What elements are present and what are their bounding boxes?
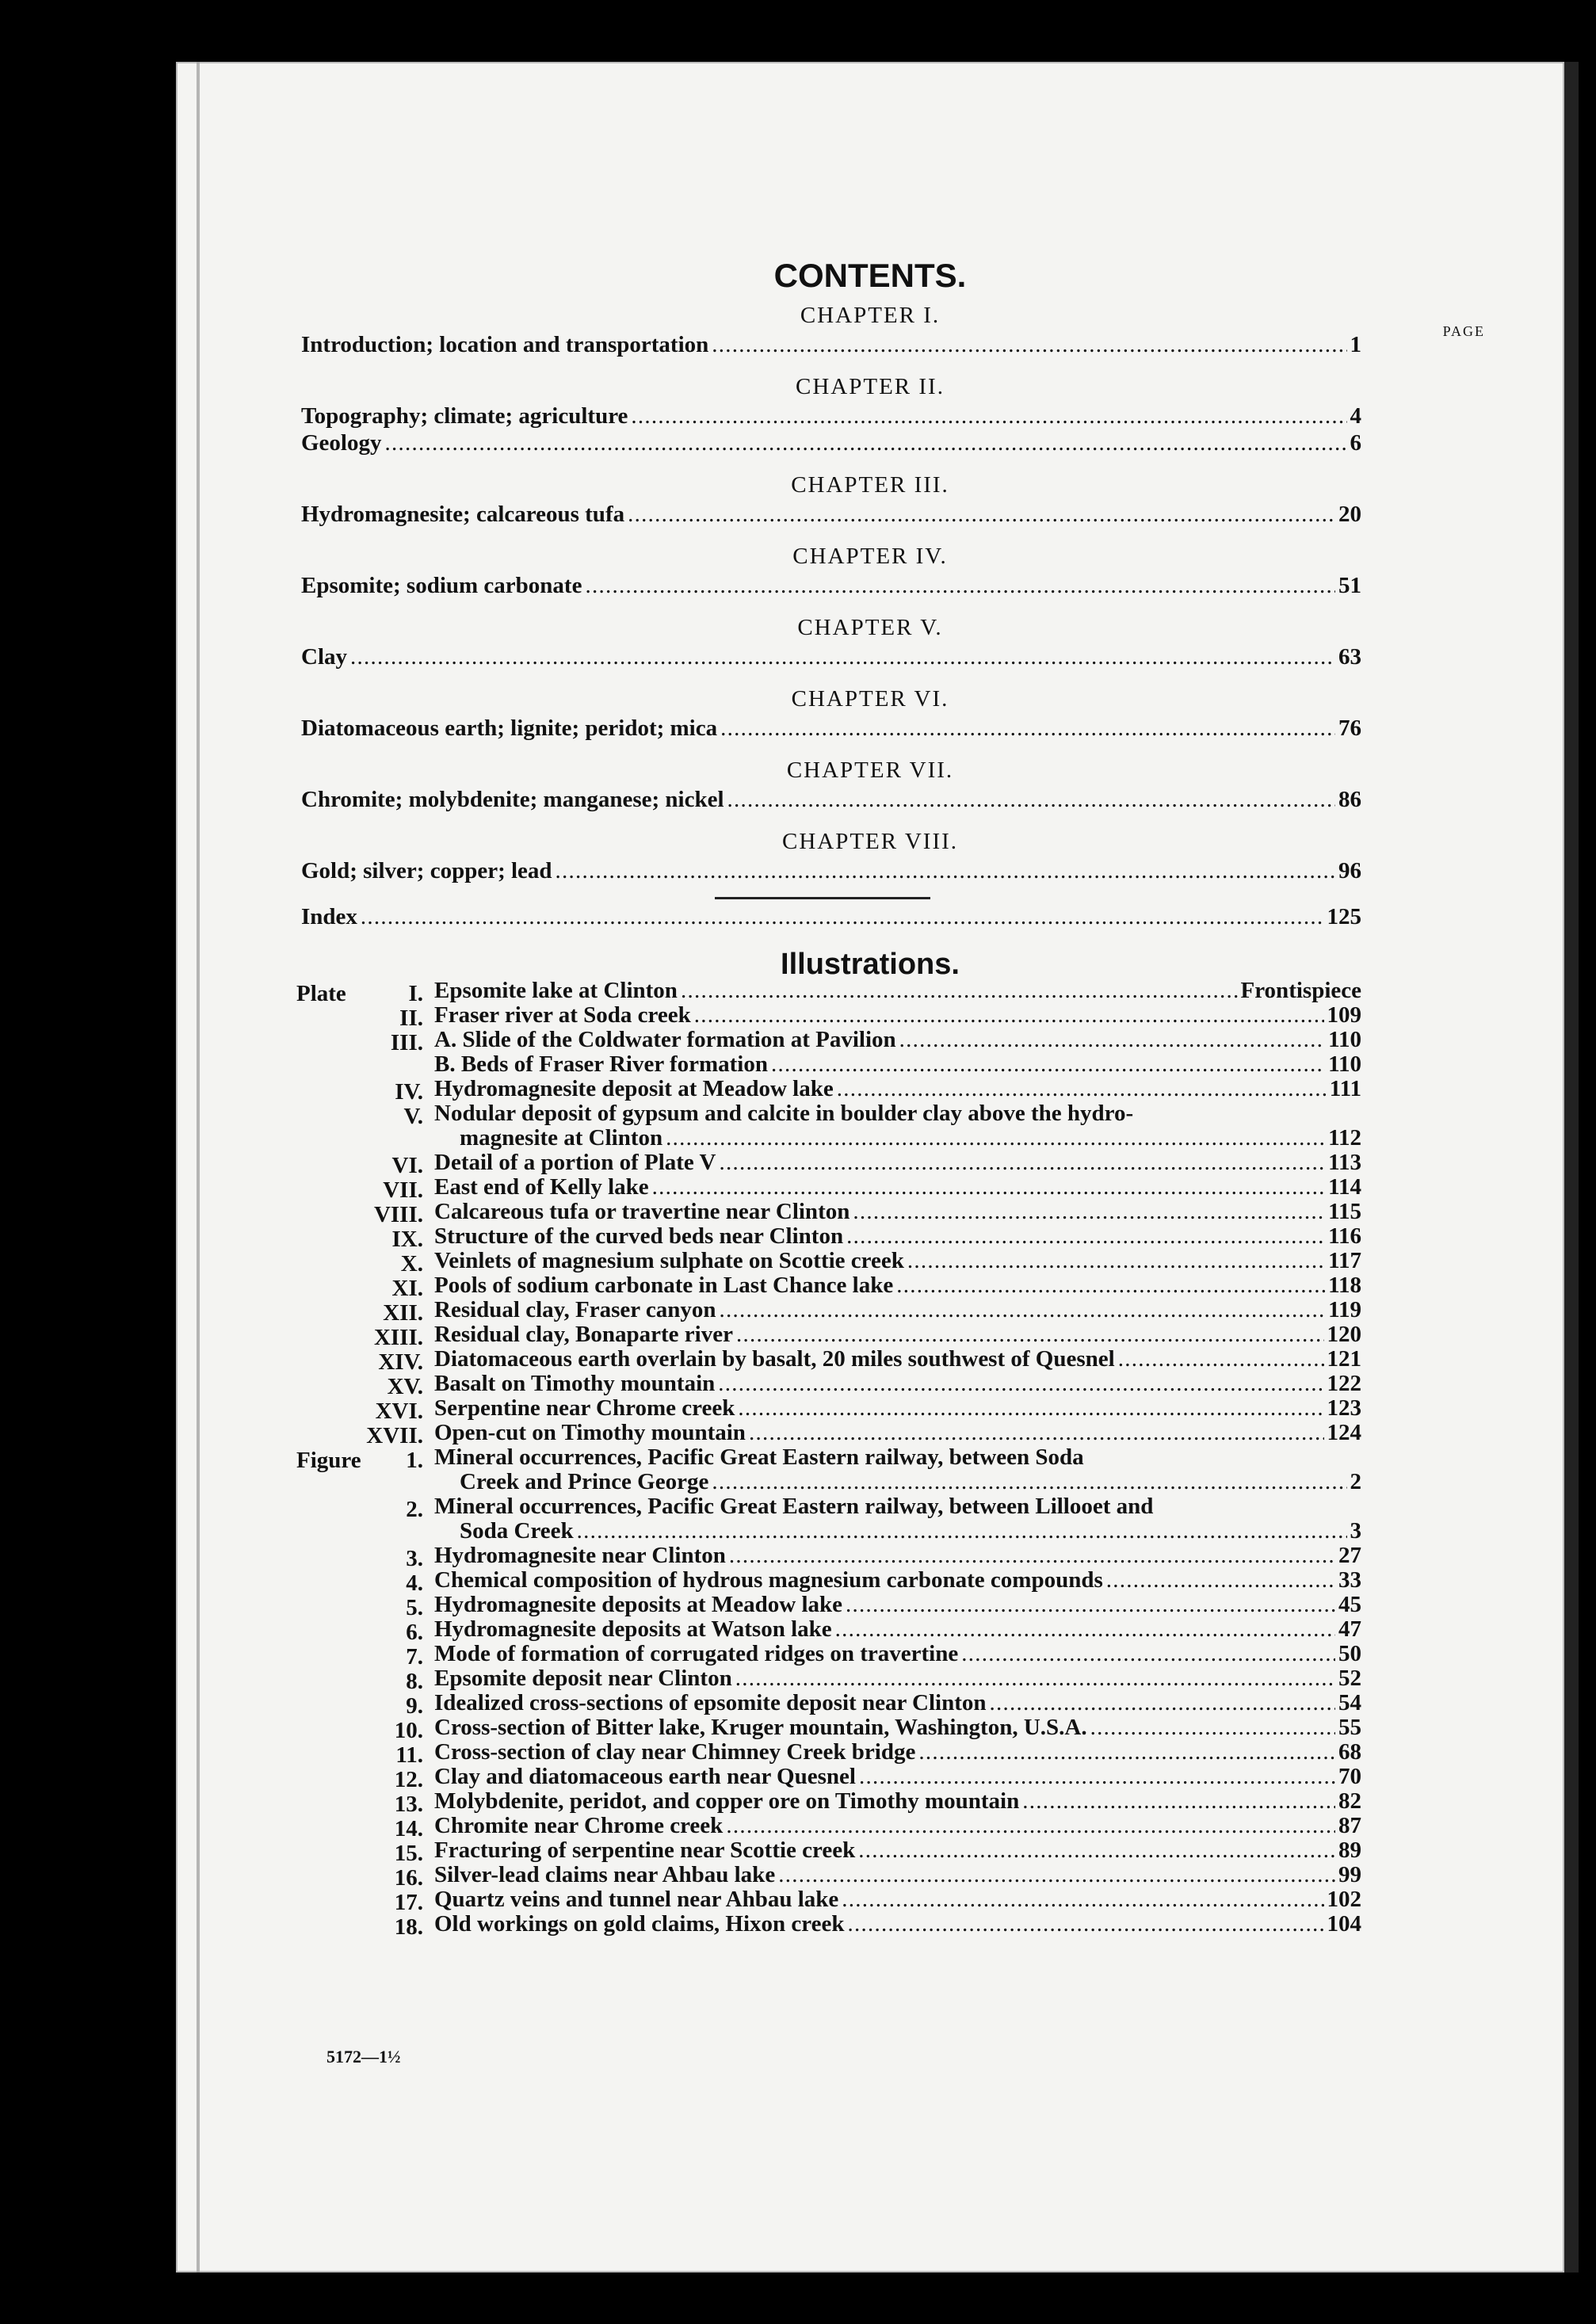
plate-entry — [434, 1004, 1361, 1028]
leader-dots — [361, 904, 1324, 930]
entry-page: 117 — [1328, 1248, 1361, 1273]
figure-number: 5. — [406, 1595, 423, 1620]
leader-dots — [749, 1420, 1324, 1446]
entry-caption: Clay and diatomaceous earth near Quesnel — [434, 1764, 856, 1789]
leader-dots — [837, 1076, 1327, 1102]
toc-entry-page: 1 — [1350, 332, 1361, 357]
figure-entry — [434, 1495, 1361, 1520]
toc-entry-label: Introduction; location and transportation — [301, 332, 709, 357]
entry-page: 121 — [1327, 1346, 1361, 1372]
plate-entry — [434, 1372, 1361, 1397]
figure-entry — [434, 1765, 1361, 1790]
entry-caption: Basalt on Timothy mountain — [434, 1371, 716, 1396]
entry-page: 110 — [1328, 1051, 1361, 1077]
leader-dots — [846, 1592, 1335, 1618]
figure-number: 12. — [394, 1767, 423, 1792]
toc-entry-page: 63 — [1338, 644, 1361, 670]
page-column-header: PAGE — [1442, 323, 1485, 339]
entry-caption: Chromite near Chrome creek — [434, 1813, 724, 1838]
entry-page: 45 — [1338, 1592, 1361, 1617]
figure-entry — [434, 1544, 1361, 1569]
leader-dots — [1106, 1567, 1335, 1593]
figure-entry — [434, 1643, 1361, 1667]
figure-entry — [434, 1888, 1361, 1913]
leader-dots — [896, 1273, 1325, 1299]
entry-page: 102 — [1327, 1887, 1361, 1912]
leader-dots — [736, 1322, 1324, 1348]
leader-dots — [577, 1518, 1347, 1544]
contents-title: CONTENTS. — [773, 257, 967, 294]
entry-caption: Diatomaceous earth overlain by basalt, 20 miles southwest of Quesnel — [434, 1346, 1115, 1372]
entry-caption: Hydromagnesite near Clinton — [434, 1543, 726, 1568]
chapter-heading: CHAPTER VI. — [791, 686, 949, 712]
entry-page: 112 — [1328, 1125, 1361, 1151]
toc-entry-page: 86 — [1338, 787, 1361, 812]
entry-caption: Hydromagnesite deposits at Watson lake — [434, 1616, 832, 1642]
toc-entry-page: 96 — [1338, 858, 1361, 883]
leader-dots — [907, 1248, 1325, 1274]
figure-entry — [434, 1864, 1361, 1888]
plate-entry — [434, 1102, 1361, 1127]
figure-entry — [434, 1815, 1361, 1839]
toc-entry-label: Epsomite; sodium carbonate — [301, 573, 582, 598]
leader-dots — [719, 1150, 1325, 1176]
figure-entry — [434, 1692, 1361, 1716]
chapter-heading: CHAPTER VIII. — [781, 829, 959, 854]
plate-entry — [434, 1078, 1361, 1102]
entry-page: 115 — [1328, 1199, 1361, 1224]
plate-number: XVII. — [366, 1423, 423, 1448]
page-edge-shadow — [1564, 62, 1579, 2272]
leader-dots — [585, 573, 1335, 599]
figure-number: 3. — [406, 1546, 423, 1571]
leader-dots — [918, 1739, 1335, 1765]
toc-entry-label: Topography; climate; agriculture — [301, 403, 628, 429]
entry-caption: Detail of a portion of Plate V — [434, 1150, 716, 1175]
plate-number: VI. — [391, 1153, 423, 1178]
toc-entry — [301, 715, 1361, 742]
entry-caption: B. Beds of Fraser River formation — [434, 1051, 768, 1077]
figure-entry — [434, 1569, 1361, 1593]
leader-dots — [1118, 1346, 1324, 1372]
toc-entry-label: Chromite; molybdenite; manganese; nickel — [301, 787, 724, 812]
entry-caption: Old workings on gold claims, Hixon creek — [434, 1911, 845, 1937]
figure-entry — [434, 1618, 1361, 1643]
toc-entry — [301, 857, 1361, 884]
plate-entry — [434, 1053, 1361, 1078]
entry-caption: Cross-section of Bitter lake, Kruger mountain, Washington, U.S.A. — [434, 1715, 1087, 1740]
entry-page: 116 — [1328, 1223, 1361, 1249]
entry-page: 89 — [1338, 1837, 1361, 1863]
toc-entry — [301, 786, 1361, 813]
entry-page: 99 — [1338, 1862, 1361, 1887]
figure-number: 4. — [406, 1570, 423, 1596]
entry-page: 68 — [1338, 1739, 1361, 1765]
figure-number: 7. — [406, 1644, 423, 1670]
plate-entry — [434, 1323, 1361, 1348]
entry-page: 52 — [1338, 1666, 1361, 1691]
figure-number: 17. — [394, 1890, 423, 1915]
plate-entry — [434, 979, 1361, 1004]
leader-dots — [738, 1395, 1323, 1421]
figure-number: 15. — [394, 1841, 423, 1866]
toc-entry-page: 125 — [1327, 904, 1361, 929]
entry-page: 82 — [1338, 1788, 1361, 1814]
plate-category-label: Plate — [296, 981, 346, 1006]
toc-entry-label: Gold; silver; copper; lead — [301, 858, 552, 883]
toc-entry-label: Index — [301, 904, 357, 929]
plate-number: XII. — [383, 1300, 423, 1326]
entry-page: 2 — [1350, 1469, 1361, 1494]
entry-continuation — [460, 1520, 1361, 1544]
figure-entry — [434, 1716, 1361, 1741]
entry-page: 104 — [1327, 1911, 1361, 1937]
chapter-heading: CHAPTER VII. — [786, 757, 954, 783]
plate-entry — [434, 1176, 1361, 1200]
toc-entry — [301, 643, 1361, 670]
entry-caption: Silver-lead claims near Ahbau lake — [434, 1862, 776, 1887]
plate-entry — [434, 1299, 1361, 1323]
entry-page: 114 — [1328, 1174, 1361, 1200]
entry-caption: Epsomite lake at Clinton — [434, 978, 678, 1003]
figure-entry — [434, 1913, 1361, 1937]
entry-caption: Quartz veins and tunnel near Ahbau lake — [434, 1887, 839, 1912]
plate-entry — [434, 1028, 1361, 1053]
entry-caption: Calcareous tufa or travertine near Clinton — [434, 1199, 850, 1224]
chapter-heading: CHAPTER I. — [800, 303, 941, 328]
leader-dots — [720, 716, 1335, 742]
plate-number: V. — [403, 1104, 423, 1129]
figure-category-label: Figure — [296, 1448, 361, 1473]
toc-entry-label: Diatomaceous earth; lignite; peridot; mica — [301, 716, 718, 741]
plate-entry — [434, 1348, 1361, 1372]
leader-dots — [835, 1616, 1335, 1643]
entry-caption: Molybdenite, peridot, and copper ore on Timothy mountain — [434, 1788, 1020, 1814]
entry-page: 123 — [1327, 1395, 1361, 1421]
plate-number: XV. — [387, 1374, 423, 1399]
toc-entry-label: Hydromagnesite; calcareous tufa — [301, 502, 625, 527]
figure-entry — [434, 1741, 1361, 1765]
figure-number: 13. — [394, 1792, 423, 1817]
leader-dots — [1090, 1715, 1335, 1741]
figure-number: 9. — [406, 1693, 423, 1719]
leader-dots — [899, 1027, 1325, 1053]
entry-caption: A. Slide of the Coldwater formation at Pavilion — [434, 1027, 896, 1052]
toc-entry-page: 4 — [1350, 403, 1361, 429]
entry-page: 87 — [1338, 1813, 1361, 1838]
plate-entry — [434, 1225, 1361, 1250]
entry-caption: Idealized cross-sections of epsomite deposit near Clinton — [434, 1690, 987, 1715]
entry-page: 122 — [1327, 1371, 1361, 1396]
leader-dots — [350, 644, 1335, 670]
entry-page: 33 — [1338, 1567, 1361, 1593]
entry-caption: Serpentine near Chrome creek — [434, 1395, 735, 1421]
entry-page: 47 — [1338, 1616, 1361, 1642]
section-divider — [715, 897, 930, 899]
plate-number: IX. — [391, 1227, 423, 1252]
figure-number: 6. — [406, 1620, 423, 1645]
entry-page: 113 — [1328, 1150, 1361, 1175]
entry-caption: Structure of the curved beds near Clinton — [434, 1223, 844, 1249]
figure-entry — [434, 1667, 1361, 1692]
leader-dots — [726, 1813, 1335, 1839]
entry-page: 110 — [1328, 1027, 1361, 1052]
entry-caption: Residual clay, Bonaparte river — [434, 1322, 733, 1347]
figure-number: 16. — [394, 1865, 423, 1891]
figure-number: 10. — [394, 1718, 423, 1743]
entry-page: 27 — [1338, 1543, 1361, 1568]
leader-dots — [694, 1002, 1324, 1028]
entry-page: 111 — [1329, 1076, 1361, 1101]
entry-caption: Mineral occurrences, Pacific Great Eastern railway, between Lillooet and — [434, 1494, 1154, 1519]
entry-page: 54 — [1338, 1690, 1361, 1715]
leader-dots — [778, 1862, 1335, 1888]
entry-page: 118 — [1328, 1273, 1361, 1298]
toc-entry — [301, 331, 1361, 358]
figure-number: 14. — [394, 1816, 423, 1841]
toc-entry-index — [301, 903, 1361, 930]
plate-number: XIV. — [378, 1349, 423, 1375]
leader-dots — [846, 1223, 1325, 1250]
plate-entry — [434, 1274, 1361, 1299]
leader-dots — [652, 1174, 1325, 1200]
leader-dots — [847, 1911, 1323, 1937]
leader-dots — [1022, 1788, 1335, 1815]
leader-dots — [681, 978, 1238, 1004]
leader-dots — [720, 1297, 1326, 1323]
plate-number: X. — [400, 1251, 423, 1276]
entry-page: 119 — [1328, 1297, 1361, 1322]
entry-caption: Hydromagnesite deposits at Meadow lake — [434, 1592, 843, 1617]
leader-dots — [385, 430, 1347, 456]
toc-entry-page: 6 — [1350, 430, 1361, 456]
leader-dots — [858, 1837, 1335, 1864]
toc-entry — [301, 572, 1361, 599]
leader-dots — [853, 1199, 1325, 1225]
toc-entry-label: Clay — [301, 644, 347, 670]
leader-dots — [729, 1543, 1335, 1569]
leader-dots — [631, 403, 1346, 429]
leader-dots — [961, 1641, 1335, 1667]
entry-continuation — [460, 1471, 1361, 1495]
entry-caption: Residual clay, Fraser canyon — [434, 1297, 716, 1322]
entry-caption-cont: Soda Creek — [460, 1518, 574, 1544]
chapter-heading: CHAPTER II. — [796, 374, 945, 399]
entry-caption: Mineral occurrences, Pacific Great Eastern railway, between Soda — [434, 1444, 1084, 1470]
figure-number: 1. — [406, 1448, 423, 1473]
entry-caption: Hydromagnesite deposit at Meadow lake — [434, 1076, 834, 1101]
entry-page: 3 — [1350, 1518, 1361, 1544]
document-page — [176, 62, 1564, 2272]
plate-number: XVI. — [375, 1399, 423, 1424]
plate-number: VIII. — [373, 1202, 423, 1227]
figure-entry — [434, 1790, 1361, 1815]
leader-dots — [990, 1690, 1335, 1716]
leader-dots — [712, 332, 1346, 358]
entry-page: 120 — [1327, 1322, 1361, 1347]
entry-page: 70 — [1338, 1764, 1361, 1789]
leader-dots — [771, 1051, 1325, 1078]
entry-caption: Chemical composition of hydrous magnesium carbonate compounds — [434, 1567, 1103, 1593]
entry-page: Frontispiece — [1240, 978, 1361, 1003]
toc-entry — [301, 501, 1361, 528]
leader-dots — [727, 787, 1336, 813]
plate-number: III. — [390, 1030, 423, 1055]
figure-number: 18. — [394, 1914, 423, 1940]
entry-page: 50 — [1338, 1641, 1361, 1666]
plate-number: XI. — [391, 1276, 423, 1301]
chapter-heading: CHAPTER III. — [791, 472, 949, 498]
entry-caption-cont: Creek and Prince George — [460, 1469, 709, 1494]
entry-caption: East end of Kelly lake — [434, 1174, 649, 1200]
plate-entry — [434, 1250, 1361, 1274]
plate-number: VII. — [383, 1177, 423, 1203]
figure-number: 2. — [406, 1497, 423, 1522]
entry-caption: Fraser river at Soda creek — [434, 1002, 691, 1028]
entry-page: 124 — [1327, 1420, 1361, 1445]
entry-caption: Open-cut on Timothy mountain — [434, 1420, 746, 1445]
leader-dots — [842, 1887, 1323, 1913]
figure-number: 8. — [406, 1669, 423, 1694]
leader-dots — [666, 1125, 1325, 1151]
toc-entry — [301, 403, 1361, 429]
plate-entry — [434, 1421, 1361, 1446]
toc-entry-page: 20 — [1338, 502, 1361, 527]
plate-number: IV. — [395, 1079, 423, 1105]
figure-number: 11. — [395, 1742, 423, 1768]
plate-entry — [434, 1200, 1361, 1225]
plate-number: XIII. — [373, 1325, 423, 1350]
figure-entry — [434, 1839, 1361, 1864]
plate-number: I. — [408, 981, 423, 1006]
entry-continuation — [460, 1127, 1361, 1151]
film-border-top — [0, 0, 1596, 62]
entry-caption: Pools of sodium carbonate in Last Chance lake — [434, 1273, 894, 1298]
figure-entry — [434, 1446, 1361, 1471]
plate-entry — [434, 1151, 1361, 1176]
entry-caption: Cross-section of clay near Chimney Creek bridge — [434, 1739, 916, 1765]
toc-entry — [301, 429, 1361, 456]
leader-dots — [712, 1469, 1346, 1495]
entry-caption: Epsomite deposit near Clinton — [434, 1666, 732, 1691]
leader-dots — [556, 858, 1335, 884]
chapter-heading: CHAPTER IV. — [792, 544, 948, 569]
figure-entry — [434, 1593, 1361, 1618]
toc-entry-page: 76 — [1338, 716, 1361, 741]
plate-number: II. — [399, 1006, 423, 1031]
illustrations-title: Illustrations. — [781, 948, 960, 981]
toc-entry-page: 51 — [1338, 573, 1361, 598]
toc-entry-label: Geology — [301, 430, 382, 456]
leader-dots — [718, 1371, 1323, 1397]
entry-caption: Nodular deposit of gypsum and calcite in boulder clay above the hydro- — [434, 1101, 1134, 1126]
plate-entry — [434, 1397, 1361, 1421]
leader-dots — [735, 1666, 1335, 1692]
chapter-heading: CHAPTER V. — [797, 615, 943, 640]
leader-dots — [859, 1764, 1335, 1790]
entry-caption: Veinlets of magnesium sulphate on Scottie creek — [434, 1248, 904, 1273]
leader-dots — [628, 502, 1335, 528]
entry-caption: Mode of formation of corrugated ridges on travertine — [434, 1641, 959, 1666]
entry-caption-cont: magnesite at Clinton — [460, 1125, 663, 1151]
entry-caption: Fracturing of serpentine near Scottie creek — [434, 1837, 856, 1863]
printer-signature: 5172—1½ — [326, 2047, 401, 2066]
entry-page: 109 — [1327, 1002, 1361, 1028]
entry-page: 55 — [1338, 1715, 1361, 1740]
